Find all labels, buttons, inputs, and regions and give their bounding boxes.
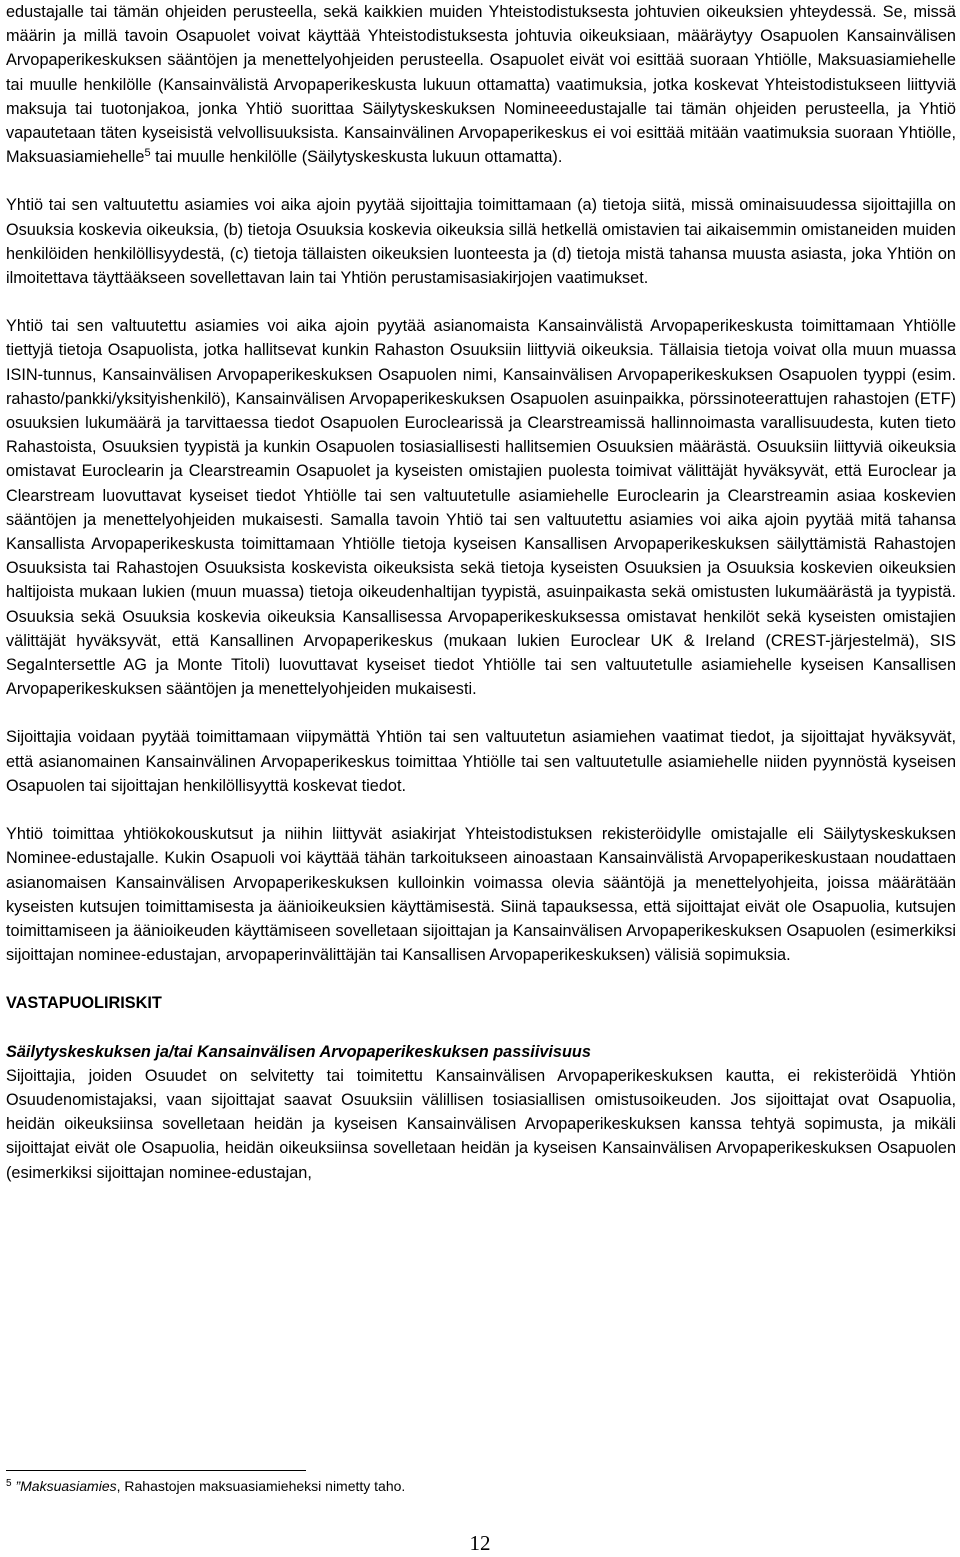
paragraph-5: Yhtiö toimittaa yhtiökokouskutsut ja niihin liittyvät asiakirjat Yhteistodistuksen rekisteröidylle omistajalle eli Säilytyskeskuksen Nominee-edustajalle. Kukin Osapuoli voi käyttää tähän tarkoitukseen ainoastaan Kansainvälistä Arvopaperikeskustaan noudattaen asianomaisen Kansainvälisen Arvopaperikeskuksen kulloinkin voimassa olevia sääntöjä ja menettelyohjeita, joissa määrätään kyseisten kutsujen toimittamisesta ja äänioikeuksien käyttämisestä. Siinä tapauksessa, että sijoittajat eivät ole Osapuolia, kutsujen toimittamiseen ja äänioikeuden käyttämiseen sovelletaan sijoittajan ja Kansainvälisen Arvopaperikeskuksen Osapuolen (esimerkiksi sijoittajan nominee-edustajan, arvopaperinvälittäjän tai Kansallisen Arvopaperikeskuksen) välisiä sopimuksia. [6,825,956,965]
paragraph-4: Sijoittajia voidaan pyytää toimittamaan viipymättä Yhtiön tai sen valtuutetun asiamiehen vaatimat tiedot, ja sijoittajat hyväksyvät, että asianomainen Kansainvälinen Arvopaperikeskus toimittaa Yhtiölle tai sen valtuutetulle asiamiehelle niiden pyynnöstä kyseisen Osapuolen tai sijoittajan henkilöllisyyttä koskevat tiedot. [6,728,956,795]
paragraph-2: Yhtiö tai sen valtuutettu asiamies voi aika ajoin pyytää sijoittajia toimittamaan (a) tietoja siitä, missä ominaisuudessa sijoittajilla on Osuuksia koskevia oikeuksia, (b) tietoja Osuuksia koskevia oikeuksia sillä hetkellä omistavien tai aikaisemmin omistaneiden muiden henkilöiden henkilöllisyydestä, (c) tietoja tällaisten oikeuksien luonteesta ja (d) tietoja mistä tahansa muusta asiasta, joka Yhtiön on ilmoitettava täyttääkseen sovellettavan lain tai Yhtiön perustamisasiakirjojen vaatimukset. [6,196,956,288]
footnote [6,1476,405,1496]
footnote-divider [6,1470,306,1471]
document-page [6,0,956,1185]
section-subheading: Säilytyskeskuksen ja/tai Kansainvälisen Arvopaperikeskuksen passiivisuus [6,1042,591,1061]
footnote-text: , Rahastojen maksuasiamieheksi nimetty taho. [116,1478,406,1494]
footnote-term: ”Maksuasiamies [15,1478,117,1494]
paragraph-1-text: edustajalle tai tämän ohjeiden perusteella, sekä kaikkien muiden Yhteistodistuksesta johtuvien oikeuksien yhteydessä. Se, missä määrin ja millä tavoin Osapuolet voivat käyttää Yhteistodistuksesta johtuvia oikeuksiaan, määräytyy Osapuolen Kansainvälisen Arvopaperikeskuksen sääntöjen ja menettelyohjeiden perusteella. Osapuolet eivät voi esittää suoraan Yhtiölle, Maksuasiamiehelle tai muulle henkilölle (Kansainvälistä Arvopaperikeskusta lukuun ottamatta) vaatimuksia, jotka koskevat Yhteistodistukseen liittyviä maksuja tai tuotonjakoa, jonka Yhtiö suorittaa Säilytyskeskuksen Nomineeedustajalle tai tämän ohjeiden perusteella, ja Yhtiö vapautetaan täten kyseisistä velvollisuuksista. Kansainvälinen Arvopaperikeskus ei voi esittää mitään vaatimuksia suoraan Yhtiölle, Maksuasiamiehelle [6,3,956,167]
page-number: 12 [469,1531,491,1555]
section-heading: VASTAPUOLIRISKIT [6,994,162,1013]
footnote-reference[interactable]: 5 [144,147,151,160]
paragraph-1 [6,0,956,169]
paragraph-6: Sijoittajia, joiden Osuudet on selvitetty tai toimitettu Kansainvälisen Arvopaperikeskuksen kautta, ei rekisteröidä Yhtiön Osuudenomistajaksi, vaan sijoittajat saavat Osuuksiin välillisen tosiasiallisen omistusoikeuden. Jos sijoittajat ovat Osapuolia, heidän oikeuksiinsa sovelletaan heidän ja kyseisen Kansainvälisen Arvopaperikeskuksen kanssa tehtyä sopimusta, ja mikäli sijoittajat eivät ole Osapuolia, heidän oikeuksiinsa sovelletaan heidän ja kyseisen Kansainvälisen Arvopaperikeskuksen Osapuolen (esimerkiksi sijoittajan nominee-edustajan, [6,1066,956,1182]
footnote-number: 5 [6,1478,12,1489]
paragraph-1-end: tai muulle henkilölle (Säilytyskeskusta lukuun ottamatta). [150,148,563,167]
paragraph-3: Yhtiö tai sen valtuutettu asiamies voi aika ajoin pyytää asianomaista Kansainvälistä Arvopaperikeskusta toimittamaan Yhtiölle tiettyjä tietoja Osapuolista, jotka hallitsevat kunkin Rahaston Osuuksiin liittyviä oikeuksia. Tällaisia tietoja voivat olla muun muassa ISIN-tunnus, Kansainvälisen Arvopaperikeskuksen Osapuolen nimi, Kansainvälisen Arvopaperikeskuksen Osapuolen tyyppi (esim. rahasto/pankki/yksityishenkilö), Kansainvälisen Arvopaperikeskuksen Osapuolen asuinpaikka, pörssinoteerattujen rahastojen (ETF) osuuksien lukumäärä ja tarvittaessa tiedot Osapuolen Euroclearissä ja Clearstreamissä hallinnoimasta varallisuudesta, kuten tieto Rahastoista, Osuuksien tyypistä ja kunkin Osapuolen tosiasiallisesti hallitsemien Osuuksien määrästä. Osuuksiin liittyviä oikeuksia omistavat Euroclearin ja Clearstreamin Osapuolet ja kyseisten omistajien puolesta toimivat välittäjät hyväksyvät, että Euroclear ja Clearstream luovuttavat kyseiset tiedot Yhtiölle tai sen valtuutetulle asiamiehelle Euroclearin ja Clearstreamin asiaa koskevien sääntöjen ja menettelyohjeiden mukaisesti. Samalla tavoin Yhtiö tai sen valtuutettu asiamies voi aika ajoin pyytää mitä tahansa Kansallista Arvopaperikeskusta toimittamaan Yhtiölle tietoja kyseisen Kansallisen Arvopaperikeskuksen säilyttämistä Rahastojen Osuuksista tai Rahastojen Osuuksista koskevista oikeuksista sekä tietoja kyseisten Osuuksien ja Osuuksia koskevien oikeuksien haltijoista mukaan lukien (muun muassa) tietoja oikeudenhaltijan tyypistä, asuinpaikasta sekä omistusten lukumäärästä ja tyypistä. Osuuksia sekä Osuuksia koskevia oikeuksia Kansallisessa Arvopaperikeskuksessa omistavat henkilöt sekä kyseisten omistajien välittäjät hyväksyvät, että Kansallinen Arvopaperikeskus (mukaan lukien Euroclear UK & Ireland (CREST-järjestelmä), SIS SegaIntersettle AG ja Monte Titoli) luovuttavat kyseiset tiedot Yhtiölle tai sen valtuutetulle asiamiehelle kyseisen Kansallisen Arvopaperikeskuksen sääntöjen ja menettelyohjeiden mukaisesti. [6,317,956,699]
